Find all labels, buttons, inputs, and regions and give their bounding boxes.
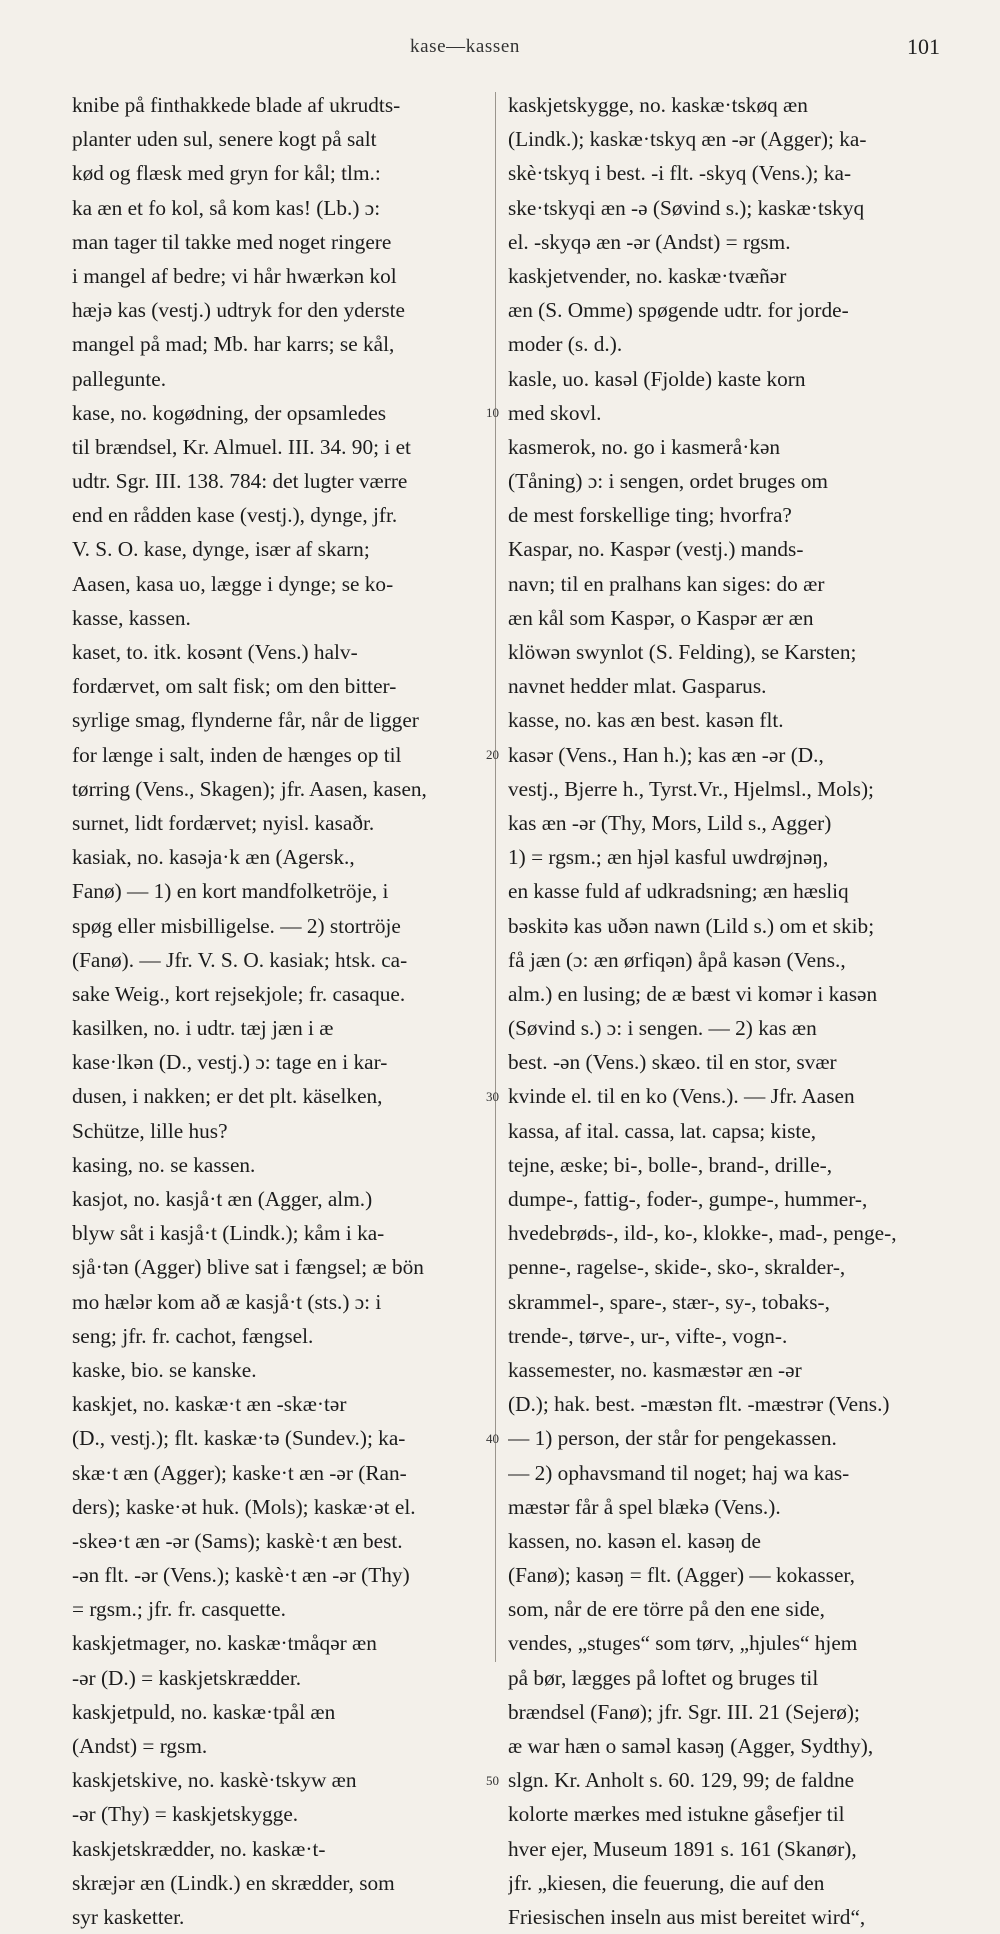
text-line: kasər (Vens., Han h.); kas æn -ər (D., [508, 742, 824, 767]
text-line: tejne, æske; bi-, bolle-, brand-, drille-, [508, 1152, 833, 1177]
text-line: kaskjet, no. kaskæ·t æn -skæ·tər [72, 1392, 347, 1417]
text-line: Aasen, kasa uo, lægge i dynge; se ko- [72, 571, 394, 596]
text-line: kas æn -ər (Thy, Mors, Lild s., Agger) [508, 810, 832, 835]
text-line: seng; jfr. fr. cachot, fængsel. [72, 1323, 314, 1348]
text-line: kaskjetpuld, no. kaskæ·tpål æn [72, 1699, 336, 1724]
text-line: moder (s. d.). [508, 332, 623, 357]
line-number-marker: 20 [486, 746, 499, 762]
text-line: vestj., Bjerre h., Tyrst.Vr., Hjelmsl., Mols); [508, 776, 874, 801]
text-line: end en rådden kase (vestj.), dynge, jfr. [72, 503, 398, 528]
page-header [0, 34, 1000, 68]
text-line: (Fanø); kasəŋ = flt. (Agger) — kokasser, [508, 1563, 855, 1588]
text-line: Fanø) — 1) en kort mandfolketröje, i [72, 879, 389, 904]
line-number-marker: 50 [486, 1772, 499, 1788]
text-line: syrlige smag, flynderne får, når de ligger [72, 708, 419, 733]
text-line: (Søvind s.) ɔ: i sengen. — 2) kas æn [508, 1016, 817, 1041]
text-line: kasse, no. kas æn best. kasən flt. [508, 708, 784, 733]
text-line: dusen, i nakken; er det plt. käselken, [72, 1084, 383, 1109]
text-line: dumpe-, fattig-, foder-, gumpe-, hummer-, [508, 1187, 868, 1211]
text-line: kaskjetvender, no. kaskæ·tvæñər [508, 263, 787, 288]
text-line: 1) = rgsm.; æn hjəl kasful uwdrøjnəŋ, [508, 845, 829, 870]
text-line: el. -skyqə æn -ər (Andst) = rgsm. [508, 229, 791, 254]
left-column [72, 88, 484, 1934]
line-number-marker: 10 [486, 404, 499, 420]
text-line: = rgsm.; jfr. fr. casquette. [72, 1597, 286, 1622]
text-line: navn; til en pralhans kan siges: do ær [508, 571, 825, 596]
text-line: klöwən swynlot (S. Felding), se Karsten; [508, 640, 857, 664]
text-line: ske·tskyqi æn -ə (Søvind s.); kaskæ·tskyq [508, 195, 865, 220]
text-line: hvedebrøds-, ild-, ko-, klokke-, mad-, penge-, [508, 1221, 897, 1246]
text-line: syr kasketter. [72, 1904, 185, 1929]
text-line: bəskitə kas uðən nawn (Lild s.) om et skib; [508, 913, 875, 938]
text-line: kasmerok, no. go i kasmerå·kən [508, 434, 781, 459]
text-line: æ war hæn o saməl kasəŋ (Agger, Sydthy), [508, 1734, 874, 1758]
text-line: ders); kaske·ət huk. (Mols); kaskæ·ət el. [72, 1494, 416, 1519]
text-line: kassen, no. kasən el. kasəŋ de [508, 1528, 762, 1553]
text-line: Kaspar, no. Kaspər (vestj.) mands- [508, 537, 804, 562]
text-line: skè·tskyq i best. -i flt. -skyq (Vens.); ka- [508, 161, 852, 186]
text-line: -ər (Thy) = kaskjetskygge. [72, 1802, 299, 1827]
text-line: hæjə kas (vestj.) udtryk for den yderste [72, 298, 405, 323]
running-head: kase—kassen [410, 36, 521, 57]
text-line: Schütze, lille hus? [72, 1118, 228, 1143]
text-line: udtr. Sgr. III. 138. 784: det lugter værre [72, 469, 408, 494]
text-line: -ər (D.) = kaskjetskrædder. [72, 1665, 302, 1690]
text-line: (Lindk.); kaskæ·tskyq æn -ər (Agger); ka- [508, 127, 867, 152]
text-line: sake Weig., kort rejsekjole; fr. casaque. [72, 981, 406, 1006]
line-number-marker: 40 [486, 1430, 499, 1446]
text-line: — 2) ophavsmand til noget; haj wa kas- [508, 1460, 850, 1485]
text-line: kasiak, no. kasəja·k æn (Agersk., [72, 845, 355, 870]
text-line: surnet, lidt fordærvet; nyisl. kasaðr. [72, 810, 375, 835]
text-line: kaskjetskygge, no. kaskæ·tskøq æn [508, 93, 808, 117]
text-line: kolorte mærkes med istukne gåsefjer til [508, 1802, 845, 1827]
text-line: (Tåning) ɔ: i sengen, ordet bruges om [508, 469, 828, 494]
text-line: kaske, bio. se kanske. [72, 1357, 257, 1382]
text-line: kaskjetmager, no. kaskæ·tmåqər æn [72, 1631, 377, 1656]
text-line: æn (S. Omme) spøgende udtr. for jorde- [508, 298, 849, 323]
text-line: skæ·t æn (Agger); kaske·t æn -ər (Ran- [72, 1460, 407, 1485]
text-line: (D., vestj.); flt. kaskæ·tə (Sundev.); ka- [72, 1426, 406, 1451]
text-line: jfr. „kiesen, die feuerung, die auf den [508, 1870, 825, 1895]
text-line: æn kål som Kaspər, o Kaspər ær æn [508, 605, 814, 630]
text-line: spøg eller misbilligelse. — 2) stortröje [72, 913, 401, 938]
right-column [508, 88, 940, 1934]
text-line: skræjər æn (Lindk.) en skrædder, som [72, 1870, 395, 1895]
text-line: kassa, af ital. cassa, lat. capsa; kiste, [508, 1118, 817, 1143]
text-line: kasle, uo. kasəl (Fjolde) kaste korn [508, 366, 806, 391]
text-line: man tager til takke med noget ringere [72, 229, 392, 254]
text-line: vendes, „stuges“ som tørv, „hjules“ hjem [508, 1631, 858, 1656]
text-line: som, når de ere törre på den ene side, [508, 1597, 825, 1622]
text-line: brændsel (Fanø); jfr. Sgr. III. 21 (Sejerø); [508, 1699, 860, 1724]
text-line: kød og flæsk med gryn for kål; tlm.: [72, 161, 381, 186]
text-line: blyw såt i kasjå·t (Lindk.); kåm i ka- [72, 1221, 385, 1246]
text-line: (D.); hak. best. -mæstən flt. -mæstrər (Vens.) [508, 1392, 890, 1417]
text-line: kasing, no. se kassen. [72, 1152, 256, 1177]
text-line: -ən flt. -ər (Vens.); kaskè·t æn -ər (Thy) [72, 1563, 410, 1588]
text-line: penne-, ragelse-, skide-, sko-, skralder-, [508, 1255, 846, 1280]
text-line: (Fanø). — Jfr. V. S. O. kasiak; htsk. ca- [72, 947, 408, 972]
text-line: mangel på mad; Mb. har karrs; se kål, [72, 332, 395, 357]
text-line: pallegunte. [72, 366, 167, 391]
text-line: kvinde el. til en ko (Vens.). — Jfr. Aasen [508, 1084, 855, 1109]
text-line: mo hælər kom að æ kasjå·t (sts.) ɔ: i [72, 1289, 382, 1314]
text-line: best. -ən (Vens.) skæo. til en stor, svær [508, 1050, 837, 1075]
text-line: kaskjetskrædder, no. kaskæ·t- [72, 1836, 326, 1861]
text-line: Friesischen inseln aus mist bereitet wird“, [508, 1904, 866, 1929]
text-line: sjå·tən (Agger) blive sat i fængsel; æ bön [72, 1255, 424, 1280]
text-line: de mest forskellige ting; hvorfra? [508, 503, 792, 528]
text-line: slgn. Kr. Anholt s. 60. 129, 99; de faldne [508, 1768, 855, 1793]
text-line: tørring (Vens., Skagen); jfr. Aasen, kasen, [72, 776, 427, 801]
text-line: planter uden sul, senere kogt på salt [72, 127, 377, 152]
text-line: ka æn et fo kol, så kom kas! (Lb.) ɔ: [72, 195, 381, 220]
text-line: få jæn (ɔ: æn ørfiqən) åpå kasən (Vens., [508, 947, 846, 972]
text-line: kasilken, no. i udtr. tæj jæn i æ [72, 1016, 334, 1041]
text-line: V. S. O. kase, dynge, især af skarn; [72, 537, 370, 562]
text-line: kase, no. kogødning, der opsamledes [72, 400, 387, 425]
page-number: 101 [907, 34, 940, 59]
text-line: i mangel af bedre; vi hår hwærkən kol [72, 263, 397, 288]
text-line: for længe i salt, inden de hænges op til [72, 742, 402, 767]
text-line: kase·lkən (D., vestj.) ɔ: tage en i kar- [72, 1050, 388, 1075]
text-line: mæstər får å spel blækə (Vens.). [508, 1494, 781, 1519]
text-line: -skeə·t æn -ər (Sams); kaskè·t æn best. [72, 1528, 403, 1553]
text-line: en kasse fuld af udkradsning; æn hæsliq [508, 879, 849, 904]
column-divider [495, 92, 496, 1662]
text-line: hver ejer, Museum 1891 s. 161 (Skanør), [508, 1836, 857, 1861]
text-line: til brændsel, Kr. Almuel. III. 34. 90; i et [72, 434, 411, 459]
text-line: kassemester, no. kasmæstər æn -ər [508, 1357, 802, 1382]
text-line: skrammel-, spare-, stær-, sy-, tobaks-, [508, 1289, 830, 1314]
text-line: navnet hedder mlat. Gasparus. [508, 674, 767, 699]
text-line: kaskjetskive, no. kaskè·tskyw æn [72, 1768, 357, 1793]
text-line: på bør, lægges på loftet og bruges til [508, 1665, 819, 1690]
text-line: knibe på finthakkede blade af ukrudts- [72, 93, 401, 117]
text-line: trende-, tørve-, ur-, vifte-, vogn-. [508, 1323, 788, 1348]
line-number-marker: 30 [486, 1088, 499, 1104]
text-line: kaset, to. itk. kosənt (Vens.) halv- [72, 640, 358, 664]
text-line: fordærvet, om salt fisk; om den bitter- [72, 674, 397, 699]
text-line: — 1) person, der står for pengekassen. [508, 1426, 837, 1451]
text-line: kasjot, no. kasjå·t æn (Agger, alm.) [72, 1187, 373, 1211]
text-line: med skovl. [508, 400, 602, 425]
text-line: kasse, kassen. [72, 605, 191, 630]
text-line: alm.) en lusing; de æ bæst vi komər i kasən [508, 981, 878, 1006]
text-line: (Andst) = rgsm. [72, 1734, 208, 1758]
